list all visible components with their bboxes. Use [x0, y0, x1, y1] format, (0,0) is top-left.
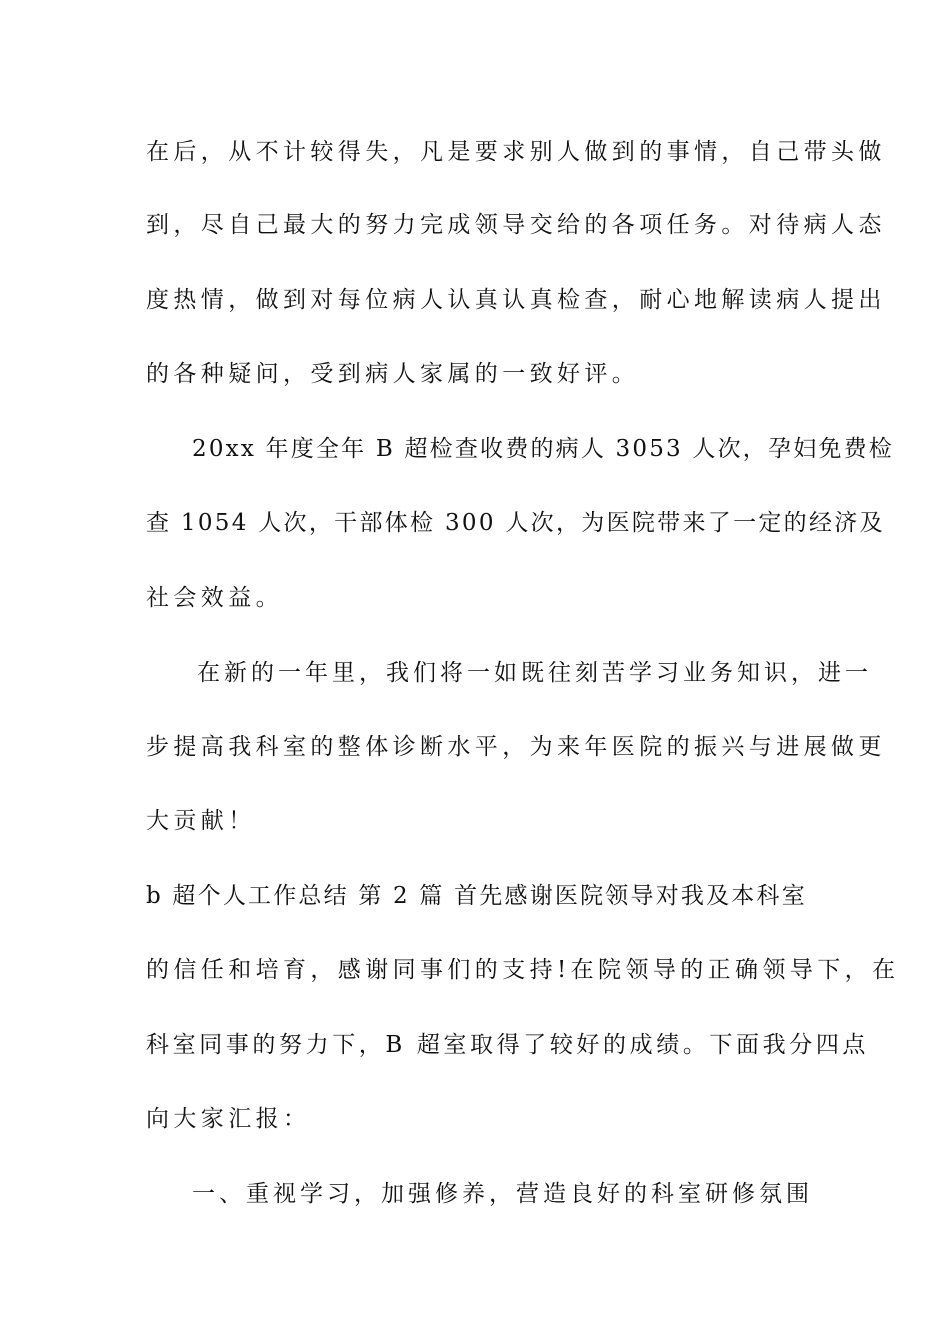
- text-line-8: 在新的一年里，我们将一如既往刻苦学习业务知识，进一: [197, 660, 872, 686]
- text-line-9: 步提高我科室的整体诊断水平，为来年医院的振兴与进展做更: [146, 734, 886, 760]
- text-line-4: 的各种疑问，受到病人家属的一致好评。: [146, 361, 640, 387]
- text-line-3: 度热情，做到对每位病人认真认真检查，耐心地解读病人提出: [146, 287, 886, 313]
- text-line-5: 20xx 年度全年 B 超检查收费的病人 3053 人次，孕妇免费检: [192, 436, 894, 462]
- subheading-line: 一、重视学习，加强修养，营造良好的科室研修氛围: [192, 1181, 813, 1207]
- text-line-1: 在后，从不计较得失，凡是要求别人做到的事情，自己带头做: [146, 139, 886, 165]
- section-heading-line: b 超个人工作总结 第 2 篇 首先感谢医院领导对我及本科室: [146, 883, 807, 909]
- text-line-7: 社会效益。: [146, 585, 283, 611]
- text-line-13: 科室同事的努力下，B 超室取得了较好的成绩。下面我分四点: [146, 1032, 870, 1058]
- text-line-12: 的信任和培育，感谢同事们的支持!在院领导的正确领导下，在: [146, 957, 900, 983]
- text-line-14: 向大家汇报：: [146, 1106, 311, 1132]
- text-line-2: 到，尽自己最大的努力完成领导交给的各项任务。对待病人态: [146, 212, 886, 238]
- text-line-10: 大贡献！: [146, 808, 256, 834]
- text-line-6: 查 1054 人次，干部体检 300 人次，为医院带来了一定的经济及: [146, 510, 885, 536]
